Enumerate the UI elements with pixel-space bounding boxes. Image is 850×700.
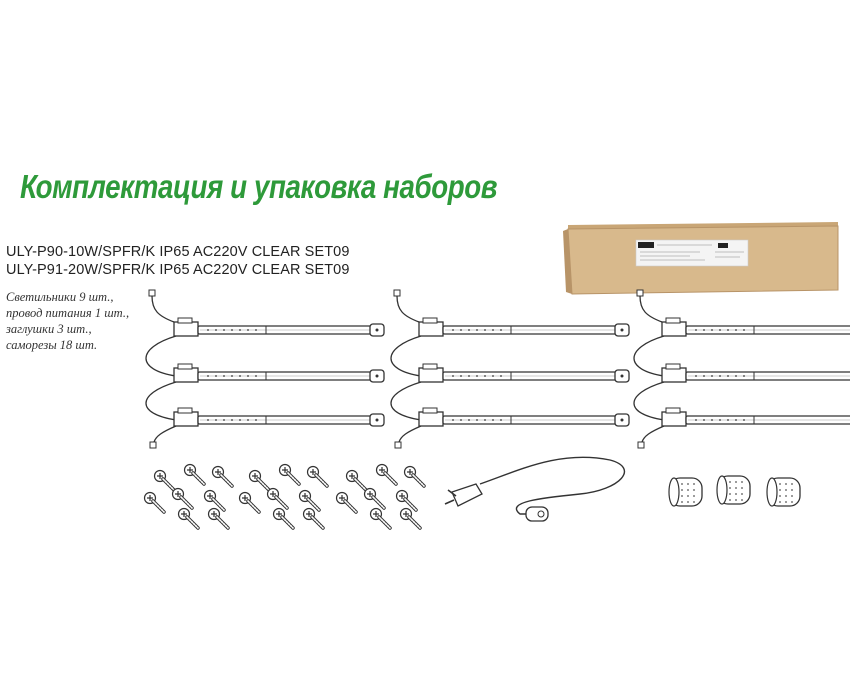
power-cord-icon bbox=[445, 457, 624, 521]
model-code-1: ULY-P90-10W/SPFR/K IP65 AC220V CLEAR SET09 bbox=[6, 244, 350, 260]
screw-icon bbox=[145, 465, 425, 529]
contents-item-lamps: Светильники 9 шт., bbox=[6, 290, 114, 304]
page-title: Комплектация и упаковка наборов bbox=[20, 168, 498, 205]
contents-item-power-cord: провод питания 1 шт., bbox=[6, 306, 130, 320]
end-cap-icon bbox=[669, 476, 800, 506]
model-code-2: ULY-P91-20W/SPFR/K IP65 AC220V CLEAR SET09 bbox=[6, 262, 350, 278]
package-box-icon bbox=[563, 222, 838, 294]
contents-item-caps: заглушки 3 шт., bbox=[6, 322, 92, 336]
led-strip-icon bbox=[146, 290, 850, 448]
contents-item-screws: саморезы 18 шт. bbox=[6, 338, 98, 352]
